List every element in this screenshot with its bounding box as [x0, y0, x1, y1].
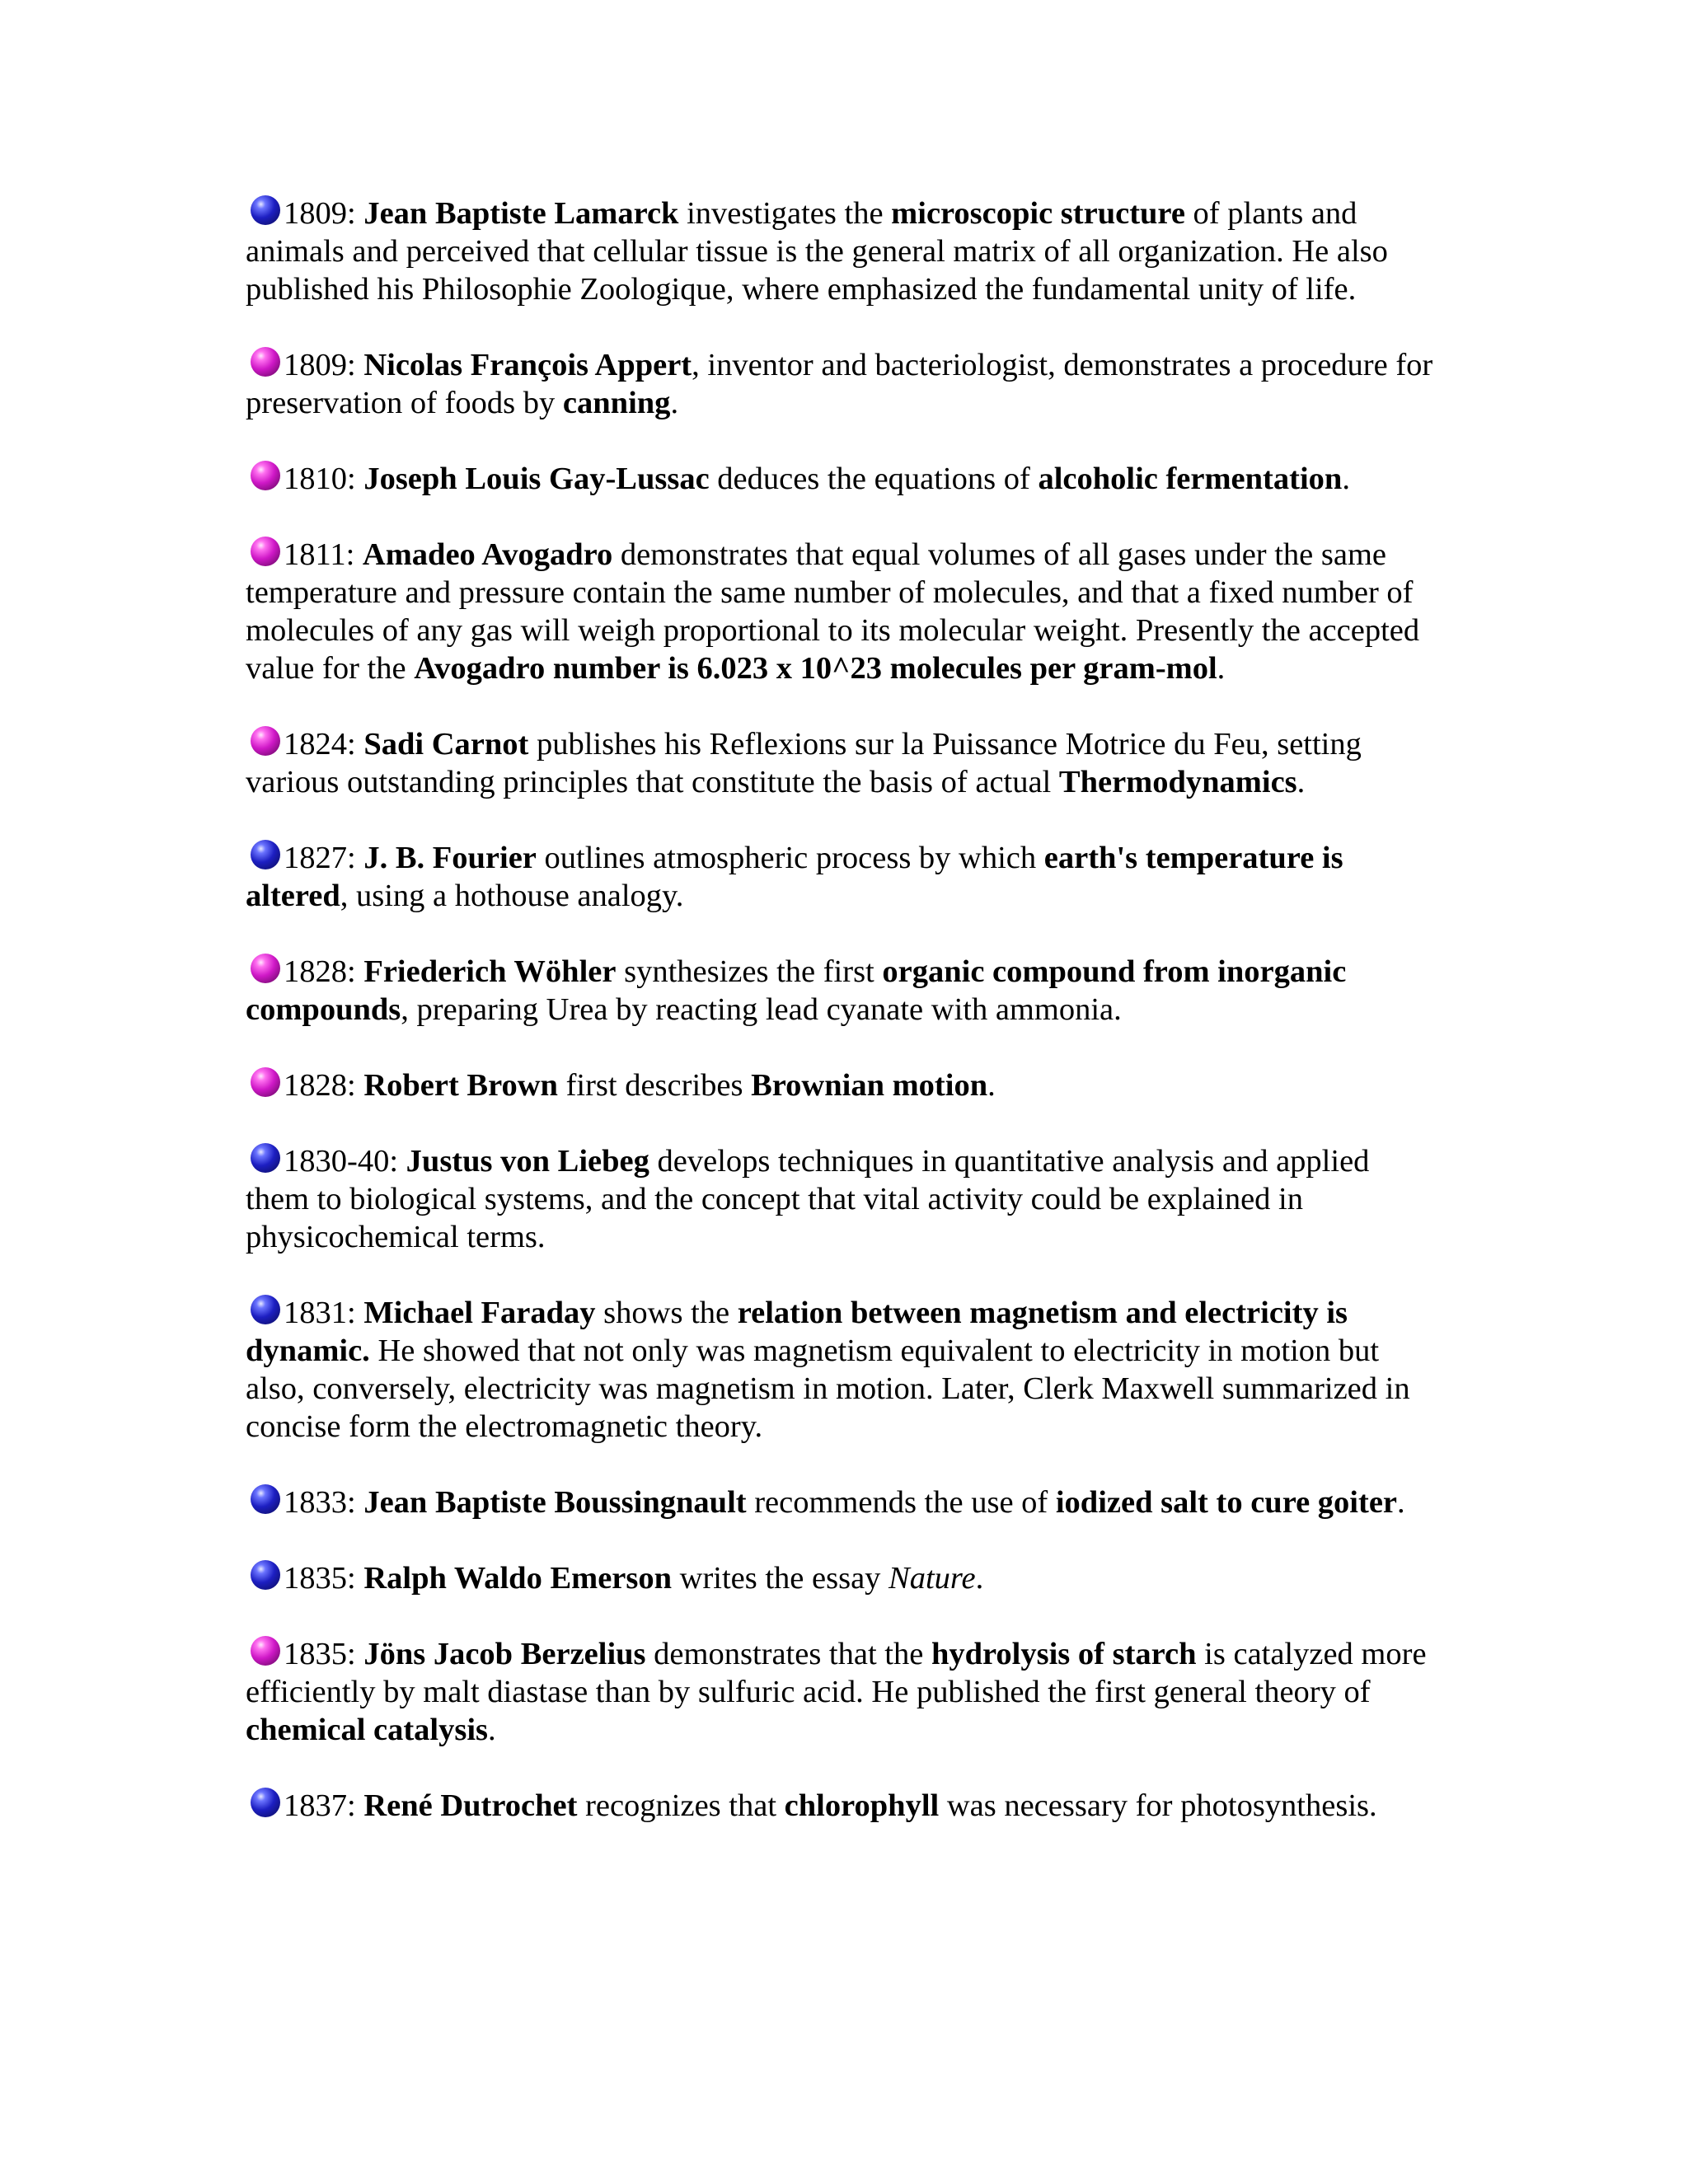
magenta-sphere-bullet-icon [251, 726, 280, 756]
entry-text: outlines atmospheric process by which [536, 841, 1044, 875]
magenta-sphere-bullet-icon [251, 347, 280, 377]
entry-text: 1833: [284, 1485, 364, 1520]
entry-text: 1824: [284, 727, 364, 762]
entry-text: shows the [595, 1296, 738, 1330]
entry-text: of plants and animals and perceived that cellular tissue is the general matrix of all organization. He also published his Philosophie Zoologique, where emphasized the fundamental unity of life. [246, 196, 1388, 307]
entry-text: 1809: [284, 348, 364, 382]
magenta-sphere-bullet-icon [251, 537, 280, 566]
bold-text: Brownian motion [751, 1068, 988, 1103]
bold-text: Avogadro number is 6.023 x 10^23 molecules per gram-mol [414, 651, 1217, 686]
entry-text: writes the essay [672, 1561, 889, 1596]
timeline-entry [246, 953, 1441, 1029]
timeline-entry [246, 1066, 1441, 1104]
entry-text: . [1397, 1485, 1405, 1520]
timeline-entry [246, 1142, 1441, 1256]
bold-text: chlorophyll [784, 1788, 940, 1823]
entry-text: develops techniques in quantitative analysis and applied them to biological systems, and the concept that vital activity could be explained in physicochemical terms. [246, 1144, 1370, 1254]
bold-text: Joseph Louis Gay-Lussac [363, 462, 710, 496]
entry-text: , using a hothouse analogy. [340, 879, 684, 913]
blue-sphere-bullet-icon [251, 195, 280, 225]
magenta-sphere-bullet-icon [251, 954, 280, 983]
entry-text: . [1342, 462, 1350, 496]
bold-text: Jöns Jacob Berzelius [363, 1637, 646, 1671]
bold-text: organic compound from inorganic compounds [246, 954, 1347, 1027]
bold-text: iodized salt to cure goiter [1055, 1485, 1397, 1520]
entry-text: recommends the use of [746, 1485, 1056, 1520]
timeline-entry [246, 536, 1441, 687]
timeline-entry [246, 1559, 1441, 1597]
entry-text: synthesizes the first [616, 954, 883, 989]
entry-text: 1830-40: [284, 1144, 406, 1179]
bold-text: Ralph Waldo Emerson [363, 1561, 673, 1596]
blue-sphere-bullet-icon [251, 1143, 280, 1173]
bold-text: microscopic structure [891, 196, 1185, 231]
blue-sphere-bullet-icon [251, 1484, 280, 1514]
entry-text: 1831: [284, 1296, 364, 1330]
entry-text: is catalyzed more efficiently by malt diastase than by sulfuric acid. He published the first general theory of [246, 1637, 1427, 1709]
entry-text: 1828: [284, 954, 364, 989]
entry-text: first describes [557, 1068, 752, 1103]
timeline-entry [246, 839, 1441, 915]
entry-text: . [1217, 651, 1226, 686]
bold-text: Justus von Liebeg [406, 1144, 649, 1179]
bold-text: Michael Faraday [363, 1296, 596, 1330]
timeline-entry [246, 194, 1441, 308]
entry-text: deduces the equations of [709, 462, 1039, 496]
entry-text: 1828: [284, 1068, 364, 1103]
blue-sphere-bullet-icon [251, 1788, 280, 1817]
entry-text: was necessary for photosynthesis. [939, 1788, 1377, 1823]
bold-text: Amadeo Avogadro [362, 537, 613, 572]
entry-text: . [975, 1561, 984, 1596]
bold-text: chemical catalysis [246, 1713, 489, 1747]
entry-text: 1811: [284, 537, 363, 572]
entry-text: 1837: [284, 1788, 364, 1823]
magenta-sphere-bullet-icon [251, 1067, 280, 1097]
timeline-entry [246, 1294, 1441, 1446]
bold-text: relation between magnetism and electricity is dynamic. [246, 1296, 1348, 1368]
timeline-entry [246, 460, 1441, 498]
magenta-sphere-bullet-icon [251, 1636, 280, 1666]
entry-text: demonstrates that equal volumes of all gases under the same temperature and pressure contain the same number of molecules, and that a fixed number of molecules of any gas will weigh proportional to its molecular weight. Presently the accepted value for the [246, 537, 1420, 686]
bold-text: earth's temperature is altered [246, 841, 1343, 913]
bold-text: alcoholic fermentation [1038, 462, 1343, 496]
timeline-entry [246, 725, 1441, 801]
entry-text: 1809: [284, 196, 364, 231]
bold-text: Jean Baptiste Boussingnault [363, 1485, 747, 1520]
entry-text: demonstrates that the [645, 1637, 931, 1671]
entry-text: 1835: [284, 1637, 364, 1671]
entry-text: 1827: [284, 841, 364, 875]
entry-text: . [987, 1068, 996, 1103]
entry-text: 1835: [284, 1561, 364, 1596]
bold-text: Sadi Carnot [363, 727, 529, 762]
italic-text: Nature [889, 1561, 976, 1596]
entry-text: , preparing Urea by reacting lead cyanate with ammonia. [401, 992, 1122, 1027]
entry-text: investigates the [678, 196, 892, 231]
blue-sphere-bullet-icon [251, 1560, 280, 1590]
bold-text: René Dutrochet [363, 1788, 578, 1823]
entry-text: 1810: [284, 462, 364, 496]
blue-sphere-bullet-icon [251, 840, 280, 869]
entry-text: publishes his Reflexions sur la Puissance Motrice du Feu, setting various outstanding principles that constitute the basis of actual [246, 727, 1362, 799]
timeline-entry [246, 1483, 1441, 1521]
entry-text: , inventor and bacteriologist, demonstrates a procedure for preservation of foods by [246, 348, 1433, 420]
timeline-entry [246, 1635, 1441, 1749]
entry-text: recognizes that [577, 1788, 785, 1823]
timeline-document [246, 194, 1441, 1863]
timeline-entry [246, 346, 1441, 422]
bold-text: Robert Brown [363, 1068, 558, 1103]
entry-text: . [488, 1713, 496, 1747]
bold-text: Friederich Wöhler [363, 954, 617, 989]
bold-text: hydrolysis of starch [931, 1637, 1197, 1671]
magenta-sphere-bullet-icon [251, 461, 280, 490]
entry-text: . [1296, 765, 1306, 799]
entry-text: . [670, 386, 679, 420]
bold-text: Jean Baptiste Lamarck [363, 196, 679, 231]
entry-text: He showed that not only was magnetism equivalent to electricity in motion but also, conversely, electricity was magnetism in motion. Later, Clerk Maxwell summarized in concise form the electromagnetic theory. [246, 1333, 1410, 1444]
bold-text: canning [562, 386, 671, 420]
blue-sphere-bullet-icon [251, 1295, 280, 1324]
bold-text: Thermodynamics [1058, 765, 1297, 799]
bold-text: J. B. Fourier [363, 841, 537, 875]
bold-text: Nicolas François Appert [363, 348, 692, 382]
timeline-entry [246, 1787, 1441, 1825]
